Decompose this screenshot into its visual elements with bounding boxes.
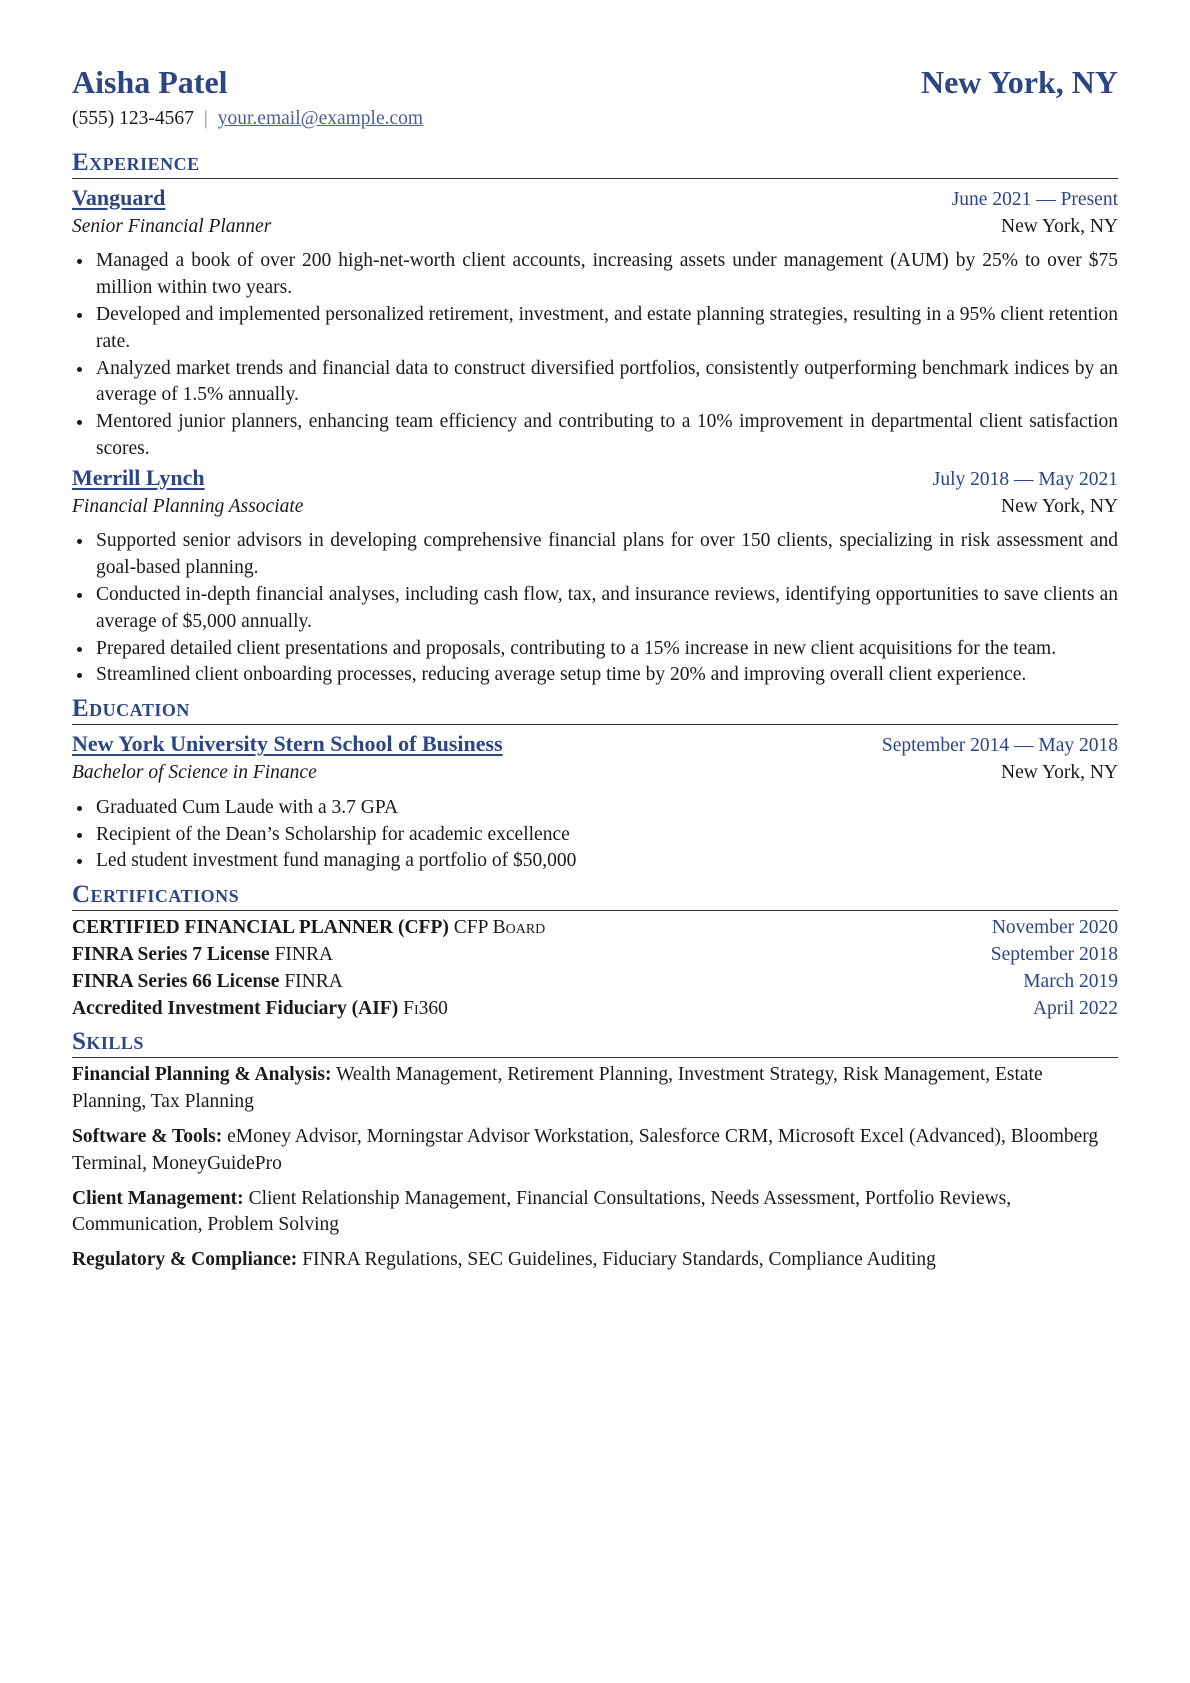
certification-issuer: Fi360 <box>403 997 448 1019</box>
list-item: Graduated Cum Laude with a 3.7 GPA <box>72 795 1118 822</box>
school-location: New York, NY <box>1000 761 1118 783</box>
list-item: Conducted in-depth financial analyses, including cash flow, tax, and insurance reviews, identifying opportunities to save clients an average of $5,000 annually. <box>72 582 1118 636</box>
certification-issuer: FINRA <box>284 970 343 992</box>
section-title-certifications: Certifications <box>72 881 1118 911</box>
section-title-education: Education <box>72 695 1118 725</box>
skill-group <box>72 1247 1118 1274</box>
job-title: Senior Financial Planner <box>72 215 272 237</box>
certification-row <box>72 915 1118 942</box>
employer-link[interactable]: Merrill Lynch <box>72 464 205 490</box>
job-location: New York, NY <box>1000 495 1118 517</box>
phone-number: (555) 123-4567 <box>72 108 194 129</box>
skill-category: Client Management: <box>72 1187 244 1209</box>
list-item: Managed a book of over 200 high-net-worth client accounts, increasing assets under management (AUM) by 25% to over $75 million within two years. <box>72 248 1118 302</box>
employment-dates: July 2018 — May 2021 <box>932 468 1118 490</box>
certification-date: November 2020 <box>991 917 1118 939</box>
employment-dates: June 2021 — Present <box>951 188 1118 210</box>
certification-name: FINRA Series 7 License <box>72 943 270 965</box>
certification-date: March 2019 <box>1023 970 1118 992</box>
list-item: Streamlined client onboarding processes, reducing average setup time by 20% and improving overall client experience. <box>72 662 1118 689</box>
degree: Bachelor of Science in Finance <box>72 761 317 783</box>
list-item: Led student investment fund managing a portfolio of $50,000 <box>72 848 1118 875</box>
certification-issuer: FINRA <box>274 943 334 965</box>
employer-link[interactable]: Vanguard <box>72 184 166 210</box>
resume-page <box>72 62 1118 1274</box>
certification-name: FINRA Series 66 License <box>72 970 280 992</box>
education-highlights <box>72 795 1118 875</box>
skill-group <box>72 1186 1118 1240</box>
job-title: Financial Planning Associate <box>72 495 304 517</box>
skill-items: FINRA Regulations, SEC Guidelines, Fiduciary Standards, Compliance Auditing <box>302 1249 936 1271</box>
certification-row <box>72 996 1118 1023</box>
skill-category: Regulatory & Compliance: <box>72 1249 298 1271</box>
experience-entry-vanguard <box>72 183 1118 463</box>
skill-items: Client Relationship Management, Financial Consultations, Needs Assessment, Portfolio Reviews, Communication, Problem Solving <box>72 1187 1012 1236</box>
certification-row <box>72 969 1118 996</box>
skill-items: eMoney Advisor, Morningstar Advisor Workstation, Salesforce CRM, Microsoft Excel (Advanced), Bloomberg Terminal, MoneyGuidePro <box>72 1125 1099 1174</box>
skill-category: Financial Planning & Analysis: <box>72 1064 332 1086</box>
certification-date: September 2018 <box>990 943 1118 965</box>
certification-name: CERTIFIED FINANCIAL PLANNER (CFP) <box>72 917 449 939</box>
list-item: Mentored junior planners, enhancing team efficiency and contributing to a 10% improvement in departmental client satisfaction scores. <box>72 409 1118 463</box>
job-location: New York, NY <box>1000 215 1118 237</box>
skill-category: Software & Tools: <box>72 1125 223 1147</box>
skill-group <box>72 1124 1118 1178</box>
certification-issuer: CFP Board <box>453 917 546 939</box>
contact-line <box>72 106 1118 133</box>
resume-header <box>72 62 1118 102</box>
experience-entry-merrill-lynch <box>72 463 1118 689</box>
school-link[interactable]: New York University Stern School of Business <box>72 731 503 757</box>
certification-row <box>72 942 1118 969</box>
contact-separator: | <box>203 108 208 129</box>
skill-items: Wealth Management, Retirement Planning, Investment Strategy, Risk Management, Estate Planning, Tax Planning <box>72 1064 1043 1113</box>
list-item: Supported senior advisors in developing comprehensive financial plans for over 150 clients, specializing in risk assessment and goal-based planning. <box>72 528 1118 582</box>
list-item: Analyzed market trends and financial data to construct diversified portfolios, consistently outperforming benchmark indices by an average of 1.5% annually. <box>72 356 1118 410</box>
achievement-list <box>72 528 1118 689</box>
candidate-name: Aisha Patel <box>72 64 228 100</box>
education-entry <box>72 729 1118 875</box>
candidate-location: New York, NY <box>920 64 1118 100</box>
certification-name: Accredited Investment Fiduciary (AIF) <box>72 997 399 1019</box>
certification-list <box>72 915 1118 1022</box>
section-title-experience: Experience <box>72 149 1118 179</box>
certification-date: April 2022 <box>1032 997 1118 1019</box>
list-item: Prepared detailed client presentations and proposals, contributing to a 15% increase in new client acquisitions for the team. <box>72 636 1118 663</box>
email-link[interactable]: your.email@example.com <box>217 108 424 129</box>
section-title-skills: Skills <box>72 1028 1118 1058</box>
skill-group <box>72 1062 1118 1116</box>
education-dates: September 2014 — May 2018 <box>881 735 1118 757</box>
list-item: Recipient of the Dean’s Scholarship for academic excellence <box>72 822 1118 849</box>
list-item: Developed and implemented personalized retirement, investment, and estate planning strategies, resulting in a 95% client retention rate. <box>72 302 1118 356</box>
skills-list <box>72 1062 1118 1274</box>
achievement-list <box>72 248 1118 462</box>
